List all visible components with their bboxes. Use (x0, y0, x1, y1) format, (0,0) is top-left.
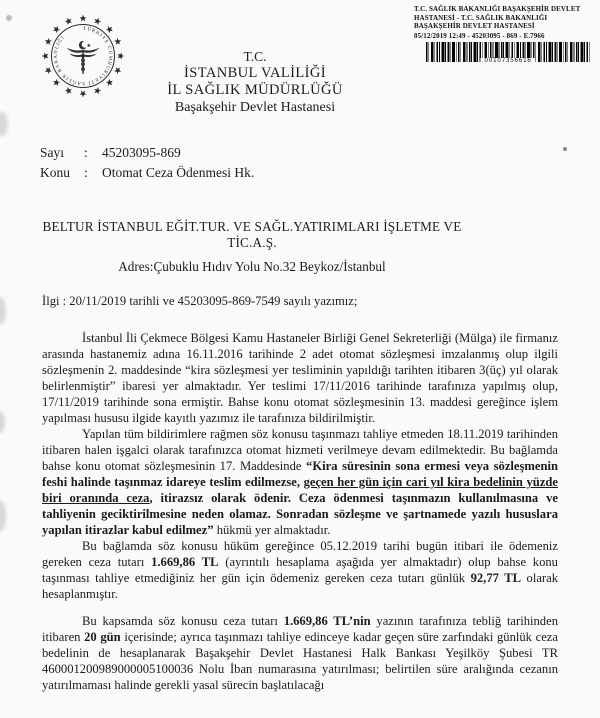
letterhead-tc: T.C. (243, 49, 267, 64)
stamp-ref-line: 05/12/2019 12:49 - 45203095 - 869 - E.7966 (414, 31, 545, 40)
konu-value: Otomat Ceza Ödenmesi Hk. (102, 165, 255, 180)
scan-artifact (563, 147, 567, 151)
paragraph-4 (42, 613, 558, 693)
p3-normal-3: olarak hesaplanmıştır. (42, 571, 558, 601)
barcode (426, 42, 590, 65)
scan-artifact (0, 411, 5, 433)
letter-body (42, 293, 558, 693)
konu-label: Konu (40, 165, 70, 180)
p2-bold-underline: geçen her gün için cari yıl kira bedelinin yüzde biri oranında ceza (42, 475, 558, 505)
scan-artifact (0, 297, 6, 325)
p4-normal-2: yazının tarafınıza tebliğ tarihinden itibaren (42, 614, 558, 644)
sayi-value: 45203095-869 (102, 145, 181, 160)
p2-bold-1: “Kira süresinin sona ermesi veya sözleşmenin feshi halinde taşınmaz idareye teslim edilmezse, (42, 459, 558, 489)
paragraph-2 (42, 426, 558, 538)
letterhead-mudurluk: İL SAĞLIK MÜDÜRLÜĞÜ (167, 82, 343, 98)
reference-line: İlgi : 20/11/2019 tarihli ve 45203095-869-7549 sayılı yazımız; (42, 294, 358, 308)
scan-artifact (0, 500, 6, 532)
p4-deadline: 20 gün (84, 630, 121, 644)
konu-colon: : (84, 165, 88, 180)
p2-normal-2: hükmü yer almaktadır. (213, 523, 331, 537)
p3-daily-penalty: 92,77 TL (470, 571, 522, 585)
p3-normal-2: (ayrıntılı hesaplama aşağıda yer almaktadır) olup bahse konu taşınması tahliye etmediğiniz her gün için ödemeniz gereken ceza tutarı günlük (42, 555, 558, 585)
p2-bold-2: , itirazsız olarak ödenir. Ceza ödenmesi taşınmazın kullanılmasına ve tahliyenin geciktirilmesine neden olamaz. Sonradan sözleşme ve şartnamede yazılı hususlara yapılan itirazlar kabul edilmez” (42, 491, 558, 537)
p3-penalty-total: 1.669,86 TL (151, 555, 219, 569)
scan-artifact (0, 112, 8, 136)
sayi-label: Sayı (40, 145, 65, 160)
document-meta (40, 145, 254, 185)
sayi-row (40, 145, 254, 165)
letterhead-hastane: Başakşehir Devlet Hastanesi (174, 100, 336, 115)
konu-row (40, 165, 254, 185)
stamp-org-line: T.C. SAĞLIK BAKANLIĞI BAŞAKŞEHİR DEVLET HASTANESİ - T.C. SAĞLIK BAKANLIĞI BAŞAKŞEHİR DEVLET HASTANESİ (414, 5, 581, 31)
caduceus-icon (66, 41, 99, 74)
scan-artifact (6, 15, 12, 21)
seal-ring-text: TÜRKİYE CUMHURİYETİ SAĞLIK BAKANLIĞI (53, 26, 113, 86)
registration-stamp (414, 5, 590, 65)
paragraph-3 (42, 538, 558, 602)
letterhead (105, 48, 405, 116)
p2-normal-1: Yapılan tüm bildirimlere rağmen söz konusu taşınmazı tahliye etmeden 18.11.2019 tarihinden itibaren halen işgalci olarak tarafınızca otomat hizmeti verilmeye devam edilmektedir. Bu bağlamda bahse konu otomat sözleşmesinin 17. Maddesinde (42, 427, 558, 473)
recipient-address: Adres:Çubuklu Hıdıv Yolu No.32 Beykoz/İstanbul (118, 259, 386, 274)
letterhead-valilik: İSTANBUL VALİLİĞİ (184, 65, 326, 81)
sayi-colon: : (84, 145, 88, 160)
p4-normal-3: içerisinde; ayrıca taşınmazı tahliye edinceye kadar geçen süre zarfındaki günlük ceza bedelinin de hesaplanarak Başakşehir Devlet Hastanesi Halk Bankası Yeşilköy Şubesi TR 460001200989000005100036 Nolu İban numarasına yatırılması; belirtilen süre aralığında cezanın yatırılmaması halinde gerekli yasal sürecin başlatılacağı (42, 630, 558, 692)
paragraph-1: İstanbul İli Çekmece Bölgesi Kamu Hastaneler Birliği Genel Sekreterliği (Mülga) ile firmanız arasında hastanemiz adına 16.11.2016 tarihinde 2 adet otomat sözleşmesi imzalanmış olup ilgili sözleşmenin 2. maddesinde “kira sözleşmesi yer tesliminin yapıldığı tarihten itibaren 3(üç) yıl olarak belirlenmiştir” ibaresi yer almaktadır. Yer teslimi 17/11/2016 tarihinde tarafınıza yapılmış olup, 17/11/2019 tarihinde sona ermiştir. Bahse konu otomat sözleşmesinin 13. maddesi gereğince işlem yapılması hususu ilgide kayıtlı yazımız ile tarafınıza bildirilmiştir. (42, 331, 558, 425)
p4-normal-1: Bu kapsamda söz konusu ceza tutarı (82, 614, 284, 628)
barcode-number: 00107356616 (480, 58, 535, 64)
recipient-name: BELTUR İSTANBUL EĞİT.TUR. VE SAĞL.YATIRIMLARI İŞLETME VE TİC.A.Ş. (42, 219, 462, 250)
p4-penalty-total: 1.669,86 TL’nin (283, 614, 371, 628)
recipient-block (18, 219, 486, 275)
p3-normal-1: Bu bağlamda söz konusu hüküm gereğince 05.12.2019 tarihi bugün itibari ile ödemeniz gereken ceza tutarı (42, 539, 558, 569)
